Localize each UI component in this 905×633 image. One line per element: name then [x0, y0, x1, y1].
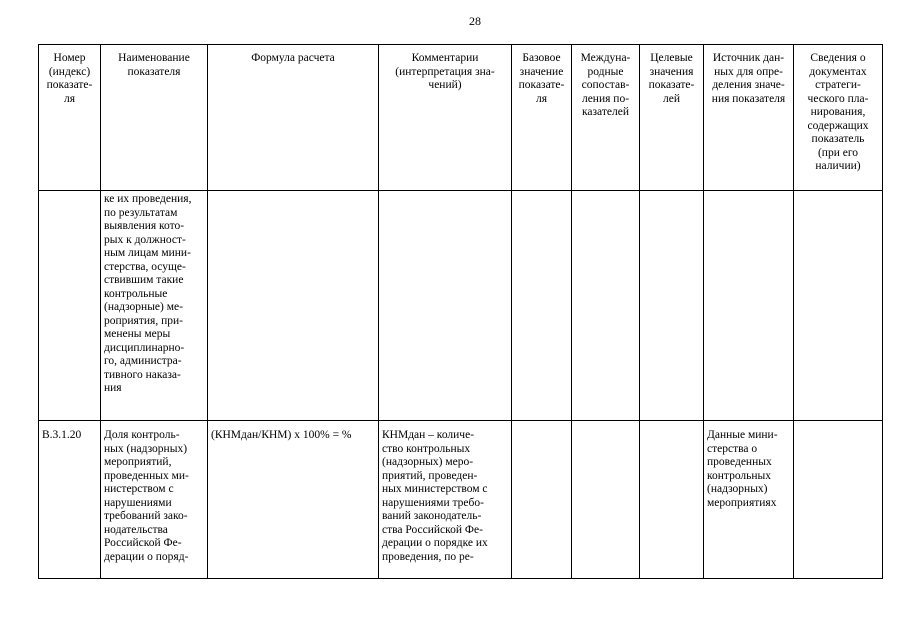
header-comments: Комментарии (интерпретация зна- чений) [379, 45, 512, 191]
header-index: Номер (индекс) показате- ля [39, 45, 101, 191]
page-number: 28 [469, 14, 481, 28]
cell-index: В.3.1.20 [39, 421, 101, 579]
cell-formula [208, 191, 379, 421]
header-formula: Формула расчета [208, 45, 379, 191]
cell-formula: (КНМдан/КНМ) х 100% = % [208, 421, 379, 579]
cell-documents [794, 421, 883, 579]
cell-documents [794, 191, 883, 421]
cell-international [572, 421, 640, 579]
cell-base-value [512, 191, 572, 421]
header-international: Междуна- родные сопостав- ления по- казателей [572, 45, 640, 191]
cell-index [39, 191, 101, 421]
cell-comments [379, 191, 512, 421]
cell-base-value [512, 421, 572, 579]
cell-international [572, 191, 640, 421]
cell-target-values [640, 191, 704, 421]
cell-data-source [704, 191, 794, 421]
cell-target-values [640, 421, 704, 579]
cell-comments: КНМдан – количе- ство контрольных (надзорных) меро- приятий, проведен- ных министерством с нарушениями требо- ваний законодатель- ства Российской Фе- дерации о порядке их проведения, по ре- [379, 421, 512, 579]
cell-data-source: Данные мини- стерства о проведенных контрольных (надзорных) мероприятиях [704, 421, 794, 579]
header-documents: Сведения о документах стратеги- ческого пла- нирования, содержащих показатель (при его наличии) [794, 45, 883, 191]
header-data-source: Источник дан- ных для опре- деления значе- ния показателя [704, 45, 794, 191]
table-row [39, 421, 883, 579]
cell-name: Доля контроль- ных (надзорных) мероприятий, проведенных ми- нистерством с нарушениями требований зако- нодательства Российской Фе- дерации о поряд- [101, 421, 208, 579]
header-base-value: Базовое значение показате- ля [512, 45, 572, 191]
header-name: Наименование показателя [101, 45, 208, 191]
table-row [39, 191, 883, 421]
cell-name: ке их проведения, по результатам выявления кото- рых к должност- ным лицам мини- стерства, осуще- ствившим такие контрольные (надзорные) ме- роприятия, при- менены меры дисциплинарно- го, администра- тивного наказа- ния [101, 191, 208, 421]
header-target-values: Целевые значения показате- лей [640, 45, 704, 191]
table-header-row [39, 45, 883, 191]
indicator-table [38, 44, 883, 579]
